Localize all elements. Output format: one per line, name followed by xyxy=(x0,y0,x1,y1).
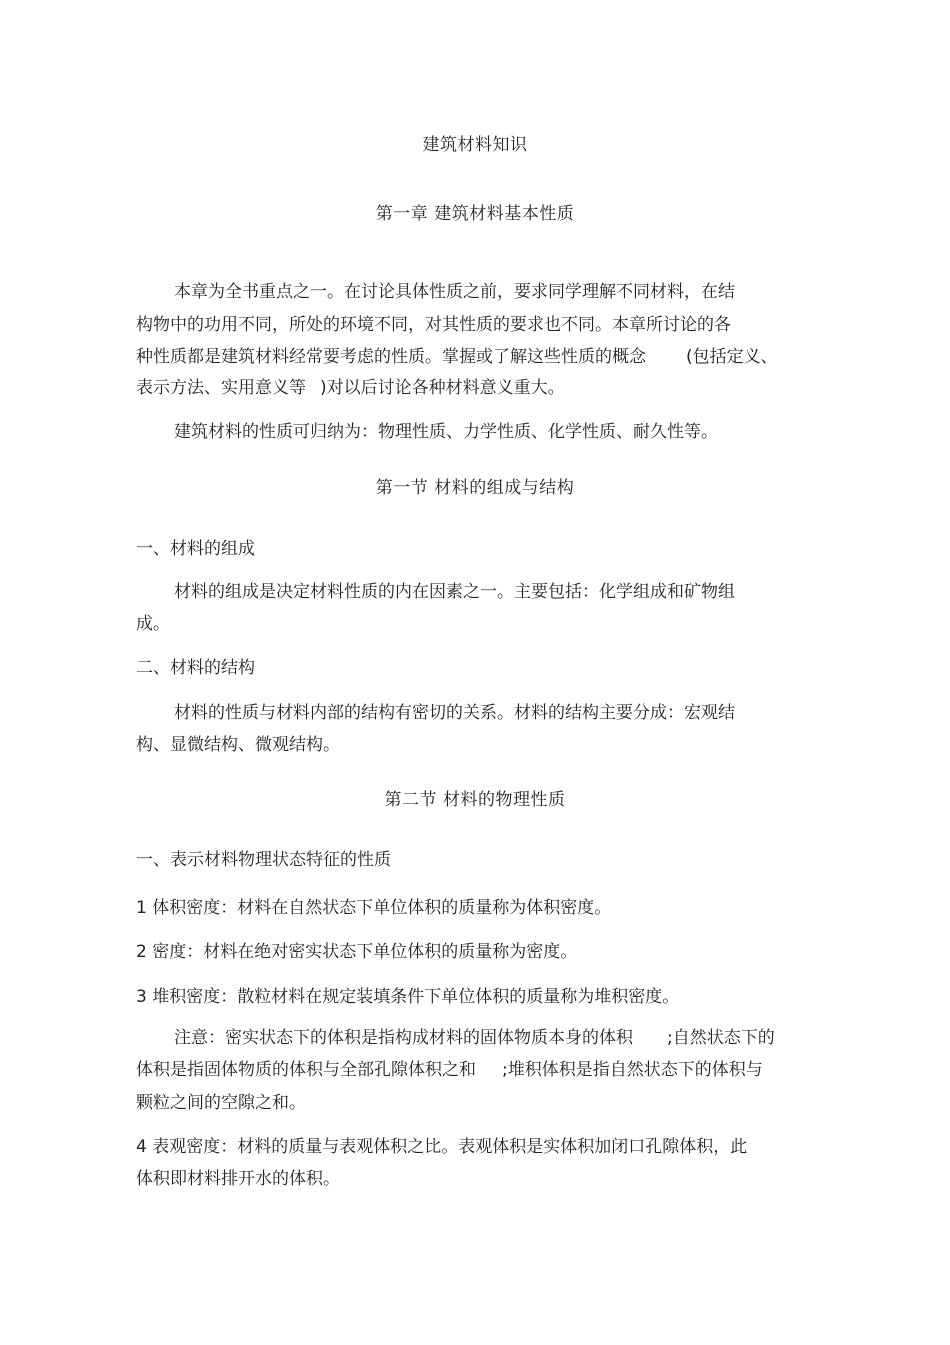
item-2-density: 2 密度：材料在绝对密实状态下单位体积的质量称为密度。 xyxy=(136,942,578,962)
section-1-sub2-line-2: 构、显微结构、微观结构。 xyxy=(136,735,340,755)
note-line-1-main: 注意：密实状态下的体积是指构成材料的固体物质本身的体积 xyxy=(174,1028,633,1048)
intro-line-3-main: 种性质都是建筑材料经常要考虑的性质。掌握或了解这些性质的概念 xyxy=(136,347,646,367)
section-2-title: 第二节 材料的物理性质 xyxy=(384,790,566,810)
item-4-apparent-density-line-2: 体积即材料排开水的体积。 xyxy=(136,1169,340,1189)
intro-line-3-paren: (包括定义、 xyxy=(686,347,778,367)
note-line-2 xyxy=(136,1058,763,1082)
chapter-title: 第一章 建筑材料基本性质 xyxy=(375,204,575,224)
intro-line-4-rest: )对以后讨论各种材料意义重大。 xyxy=(320,378,565,398)
note-line-2-main: 体积是指固体物质的体积与全部孔隙体积之和 xyxy=(136,1060,476,1080)
intro-line-1: 本章为全书重点之一。在讨论具体性质之前，要求同学理解不同材料，在结 xyxy=(174,282,735,302)
note-line-1-rest: ;自然状态下的 xyxy=(667,1028,775,1048)
intro-line-2: 构物中的功用不同，所处的环境不同，对其性质的要求也不同。本章所讨论的各 xyxy=(136,315,731,335)
intro-line-3 xyxy=(136,345,778,369)
item-4-apparent-density-line-1: 4 表观密度：材料的质量与表观体积之比。表观体积是实体积加闭口孔隙体积，此 xyxy=(136,1137,748,1157)
item-3-packing-density: 3 堆积密度：散粒材料在规定装填条件下单位体积的质量称为堆积密度。 xyxy=(136,987,680,1007)
section-1-title: 第一节 材料的组成与结构 xyxy=(375,478,575,498)
section-1-sub2-heading: 二、材料的结构 xyxy=(136,658,255,678)
document-title: 建筑材料知识 xyxy=(422,135,528,155)
item-1-bulk-density: 1 体积密度：材料在自然状态下单位体积的质量称为体积密度。 xyxy=(136,898,612,918)
section-1-sub1-line-1: 材料的组成是决定材料性质的内在因素之一。主要包括：化学组成和矿物组 xyxy=(174,582,735,602)
section-2-sub1-heading: 一、表示材料物理状态特征的性质 xyxy=(136,850,391,870)
note-line-3: 颗粒之间的空隙之和。 xyxy=(136,1093,306,1113)
intro-line-4-main: 表示方法、实用意义等 xyxy=(136,378,306,398)
note-line-2-rest: ;堆积体积是指自然状态下的体积与 xyxy=(502,1060,763,1080)
intro-paragraph-2: 建筑材料的性质可归纳为：物理性质、力学性质、化学性质、耐久性等。 xyxy=(174,422,718,442)
section-1-sub1-line-2: 成。 xyxy=(136,614,170,634)
section-1-sub1-heading: 一、材料的组成 xyxy=(136,539,255,559)
intro-line-4 xyxy=(136,376,565,400)
section-1-sub2-line-1: 材料的性质与材料内部的结构有密切的关系。材料的结构主要分成：宏观结 xyxy=(174,703,735,723)
note-line-1 xyxy=(174,1026,775,1050)
